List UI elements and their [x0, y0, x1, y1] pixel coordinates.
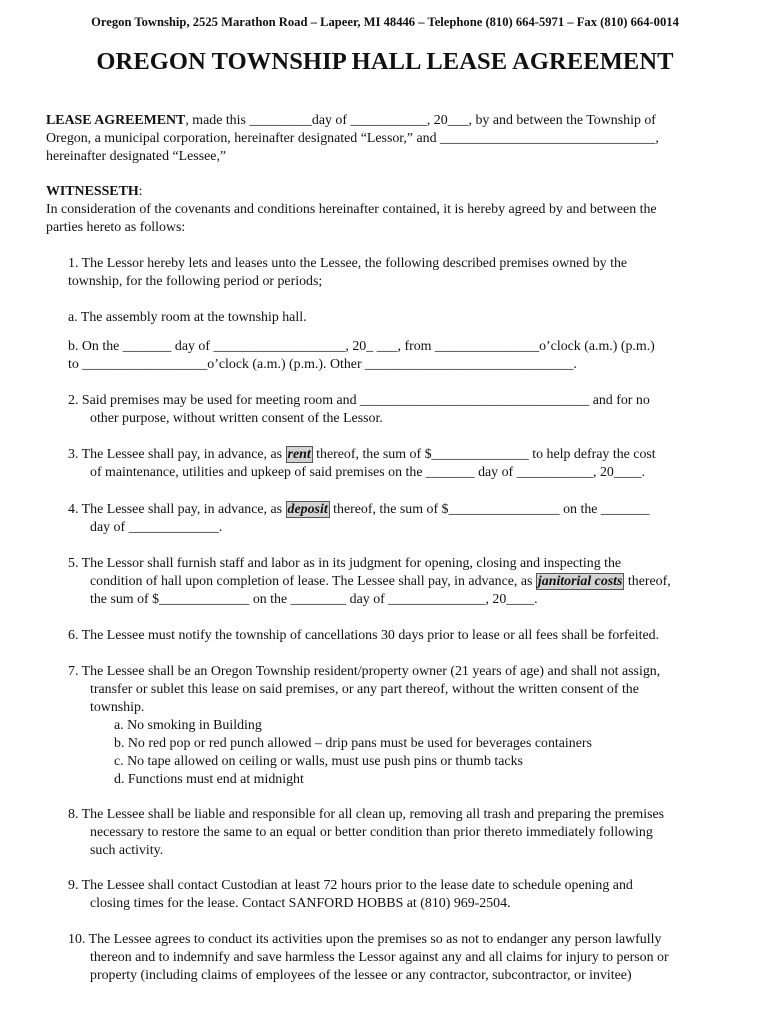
- rule-no-smoking: a. No smoking in Building: [114, 718, 262, 733]
- rule-end-midnight: d. Functions must end at midnight: [114, 772, 304, 787]
- clause-5-line-1: 5. The Lessor shall furnish staff and labor as in its judgment for opening, closing and inspecting the: [68, 556, 622, 571]
- clause-8-line-1: 8. The Lessee shall be liable and responsible for all clean up, removing all trash and preparing the premises: [68, 807, 665, 822]
- clause-10-line-3: property (including claims of employees of the lessee or any contractor, subcontractor, or invitee): [90, 968, 632, 983]
- clause-4-line-2: day of _____________.: [90, 520, 223, 535]
- intro-line-1-text: , made this _________day of ___________, 20___, by and between the Township of: [185, 113, 656, 128]
- rule-no-tape: c. No tape allowed on ceiling or walls, must use push pins or thumb tacks: [114, 754, 523, 769]
- clause-1-line-1: 1. The Lessor hereby lets and leases unto the Lessee, the following described premises owned by the: [68, 256, 628, 271]
- clause-4-line-1: [68, 501, 650, 519]
- rent-highlight: rent: [287, 447, 311, 462]
- witness-colon: :: [138, 184, 143, 199]
- clause-5-line-3: the sum of $_____________ on the ________ day of ______________, 20____.: [90, 592, 538, 607]
- clause-1a: a. The assembly room at the township hall.: [68, 310, 307, 325]
- clause-1-line-2: township, for the following period or periods;: [68, 274, 323, 289]
- clause-4-text-a: 4. The Lessee shall pay, in advance, as: [68, 502, 286, 517]
- clause-10-line-2: thereon and to indemnify and save harmless the Lessor against any and all claims for injury to person or: [90, 950, 669, 965]
- witness-label: WITNESSETH: [46, 184, 139, 199]
- deposit-highlight: deposit: [287, 502, 328, 517]
- clause-2-line-2: other purpose, without written consent of the Lessor.: [90, 411, 383, 426]
- clause-5-text-a: condition of hall upon completion of lease. The Lessee shall pay, in advance, as: [90, 574, 536, 589]
- clause-8-line-3: such activity.: [90, 843, 164, 858]
- witness-heading: [46, 183, 143, 201]
- clause-7-line-3: township.: [90, 700, 145, 715]
- clause-3-line-1: [68, 446, 656, 464]
- clause-1b-line-2: to __________________o’clock (a.m.) (p.m.). Other ______________________________.: [68, 357, 577, 372]
- clause-7-line-2: transfer or sublet this lease on said premises, or any part thereof, without the written consent of the: [90, 682, 639, 697]
- intro-label: LEASE AGREEMENT: [46, 113, 186, 128]
- clause-8-line-2: necessary to restore the same to an equal or better condition than prior thereto immediately following: [90, 825, 653, 840]
- clause-3-line-2: of maintenance, utilities and upkeep of said premises on the _______ day of ___________, 20____.: [90, 465, 646, 480]
- clause-7-line-1: 7. The Lessee shall be an Oregon Township resident/property owner (21 years of age) and shall not assign,: [68, 664, 661, 679]
- clause-1b-line-1: b. On the _______ day of ___________________, 20_ ___, from _______________o’clock (a.m.) (p.m.): [68, 339, 655, 354]
- clause-3-text-a: 3. The Lessee shall pay, in advance, as: [68, 447, 286, 462]
- intro-line-1: [46, 112, 656, 130]
- intro-line-2: Oregon, a municipal corporation, hereinafter designated “Lessor,” and _______________________________,: [46, 131, 659, 146]
- clause-9-line-1: 9. The Lessee shall contact Custodian at least 72 hours prior to the lease date to schedule opening and: [68, 878, 633, 893]
- clause-6: 6. The Lessee must notify the township of cancellations 30 days prior to lease or all fees shall be forfeited.: [68, 628, 660, 643]
- clause-5-text-b: thereof,: [624, 574, 671, 589]
- clause-2-line-1: 2. Said premises may be used for meeting room and _________________________________ and for no: [68, 393, 650, 408]
- clause-3-text-b: thereof, the sum of $______________ to help defray the cost: [312, 447, 656, 462]
- clause-9-line-2: closing times for the lease. Contact SANFORD HOBBS at (810) 969-2504.: [90, 896, 511, 911]
- clause-5-line-2: [90, 573, 671, 591]
- clause-4-text-b: thereof, the sum of $________________ on the _______: [329, 502, 650, 517]
- document-title: OREGON TOWNSHIP HALL LEASE AGREEMENT: [96, 48, 674, 75]
- intro-line-3: hereinafter designated “Lessee,”: [46, 149, 227, 164]
- janitorial-costs-highlight: janitorial costs: [537, 574, 623, 589]
- witness-line-2: parties hereto as follows:: [46, 220, 186, 235]
- rule-no-red-pop: b. No red pop or red punch allowed – drip pans must be used for beverages containers: [114, 736, 592, 751]
- witness-line-1: In consideration of the covenants and conditions hereinafter contained, it is hereby agreed by and between the: [46, 202, 657, 217]
- contact-header: Oregon Township, 2525 Marathon Road – Lapeer, MI 48446 – Telephone (810) 664-5971 – Fax (810) 664-0014: [91, 15, 679, 29]
- clause-10-line-1: 10. The Lessee agrees to conduct its activities upon the premises so as not to endanger any person lawfully: [68, 932, 662, 947]
